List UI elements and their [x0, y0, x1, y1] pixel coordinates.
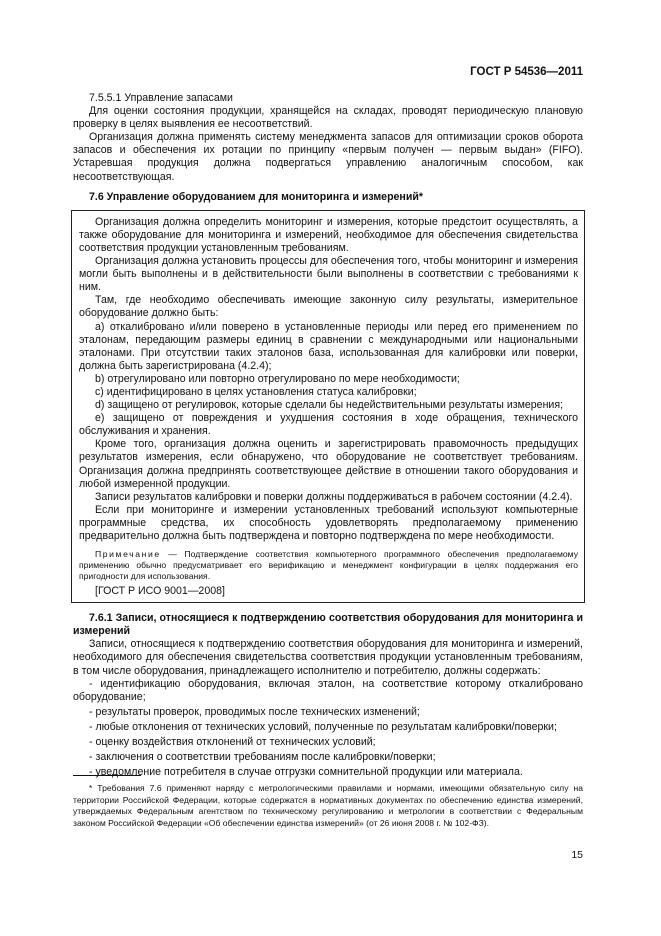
box-list-item-c: c) идентифицировано в целях установления статуса калибровки; — [95, 385, 417, 398]
section-7551-paragraph-1: Для оценки состояния продукции, хранящейся на складах, проводят периодическую плановую проверку в целях выявления ее несоответствий. — [73, 105, 583, 131]
section-7551-paragraph-2: Организация должна применять систему менеджмента запасов для оптимизации сроков оборота запасов и обеспечения их ротации по принципу «первым получен — первым выдан» (FIFO). Устаревшая продукция должна подвергаться управлению аналогичным способом, как несоответствующая. — [73, 131, 583, 183]
box-list-item-a: a) откалибровано и/или поверено в установленные периоды или перед его применением по эталонам, передающим размеры единиц в сравнении с международными или национальными эталонами. При отсутствии таких эталонов база, использованная для калибровки или поверки, должна быть зарегистрирована (4.2.4); — [79, 320, 578, 372]
box-paragraph: Организация должна установить процессы для обеспечения того, чтобы мониторинг и измерения могли быть выполнены и в действительности были выполнены в соответствии с требованиями к ним. — [79, 255, 578, 294]
footnote-divider — [73, 775, 141, 776]
main-content — [73, 92, 583, 779]
page-number: 15 — [571, 849, 583, 861]
box-list-item-e: e) защищено от повреждения и ухудшения состояния в ходе обращения, технического обслуживания и хранения. — [79, 412, 578, 438]
box-note — [79, 549, 578, 582]
list-item: - идентификацию оборудования, включая эталон, на соответствие которому откалибровано оборудование; — [73, 677, 583, 703]
box-paragraph: Там, где необходимо обеспечивать имеющие законную силу результаты, измерительное оборудование должно быть: — [79, 294, 578, 320]
document-id-header: ГОСТ Р 54536—2011 — [470, 66, 583, 78]
list-item: - любые отклонения от технических условий, полученные по результатам калибровки/поверки; — [89, 720, 557, 733]
box-list-item-b: b) отрегулировано или повторно отрегулировано по мере необходимости; — [95, 372, 460, 385]
box-list-item-d: d) защищено от регулировок, которые сделали бы недействительными результаты измерения; — [95, 399, 564, 412]
box-paragraph: Записи результатов калибровки и поверки должны поддерживаться в рабочем состоянии (4.2.4). — [95, 490, 573, 503]
section-761-title: 7.6.1 Записи, относящиеся к подтверждению соответствия оборудования для мониторинга и измерений — [73, 612, 583, 638]
box-paragraph: Кроме того, организация должна оценить и зарегистрировать правомочность предыдущих результатов измерения, если обнаружено, что оборудование не соответствует требованиям. Организация должна предпринять соответствующее действие в отношении такого оборудования и любой измеренной продукции. — [79, 438, 578, 490]
note-label: Примечание — [95, 549, 161, 560]
standard-reference: [ГОСТ Р ИСО 9001—2008] — [95, 585, 225, 598]
footnote: * Требования 7.6 применяют наряду с метрологическими правилами и нормами, имеющими обязательную силу на территории Российской Федерации, которые содержатся в нормативных документах по обеспечению единства измерений, утверждаемых Федеральным агентством по техническому регулированию и метрологии в соответствии с Федеральным законом Российской Федерации «Об обеспечении единства измерений» (от 26 июня 2008 г. № 102-ФЗ). — [73, 783, 583, 828]
box-paragraph: Если при мониторинге и измерении установленных требований используют компьютерные программные средства, их способность удовлетворять предполагаемому применению предварительно должна быть подтверждена и повторно подтверждена по мере необходимости. — [79, 503, 578, 542]
box-paragraph: Организация должна определить мониторинг и измерения, которые предстоит осуществлять, а также оборудование для мониторинга и измерений, необходимое для обеспечения свидетельства соответствия продукции установленным требованиям. — [79, 215, 578, 254]
list-item: - оценку воздействия отклонений от технических условий; — [89, 736, 376, 749]
section-76-title: 7.6 Управление оборудованием для мониторинга и измерений* — [89, 190, 423, 203]
list-item: - уведомление потребителя в случае отгрузки сомнительной продукции или материала. — [89, 766, 523, 779]
section-761-intro: Записи, относящиеся к подтверждению соответствия оборудования для мониторинга и измерений, необходимого для обеспечения свидетельства соответствия продукции установленным требованиям, в том числе оборудования, принадлежащего исполнителю и потребителю, должны содержать: — [73, 638, 583, 677]
note-text: — Подтверждение соответствия компьютерного программного обеспечения предполагаемому применению обычно предусматривает его верификацию и менеджмент конфигурации в целях поддержания его пригодности для использования. — [79, 549, 578, 582]
section-7551-title: 7.5.5.1 Управление запасами — [89, 92, 233, 104]
quoted-requirement-box — [71, 210, 585, 603]
records-list — [73, 678, 583, 780]
list-item: - результаты проверок, проводимых после технических изменений; — [89, 705, 420, 718]
list-item: - заключения о соответствии требованиям после калибровки/поверки; — [89, 751, 436, 764]
